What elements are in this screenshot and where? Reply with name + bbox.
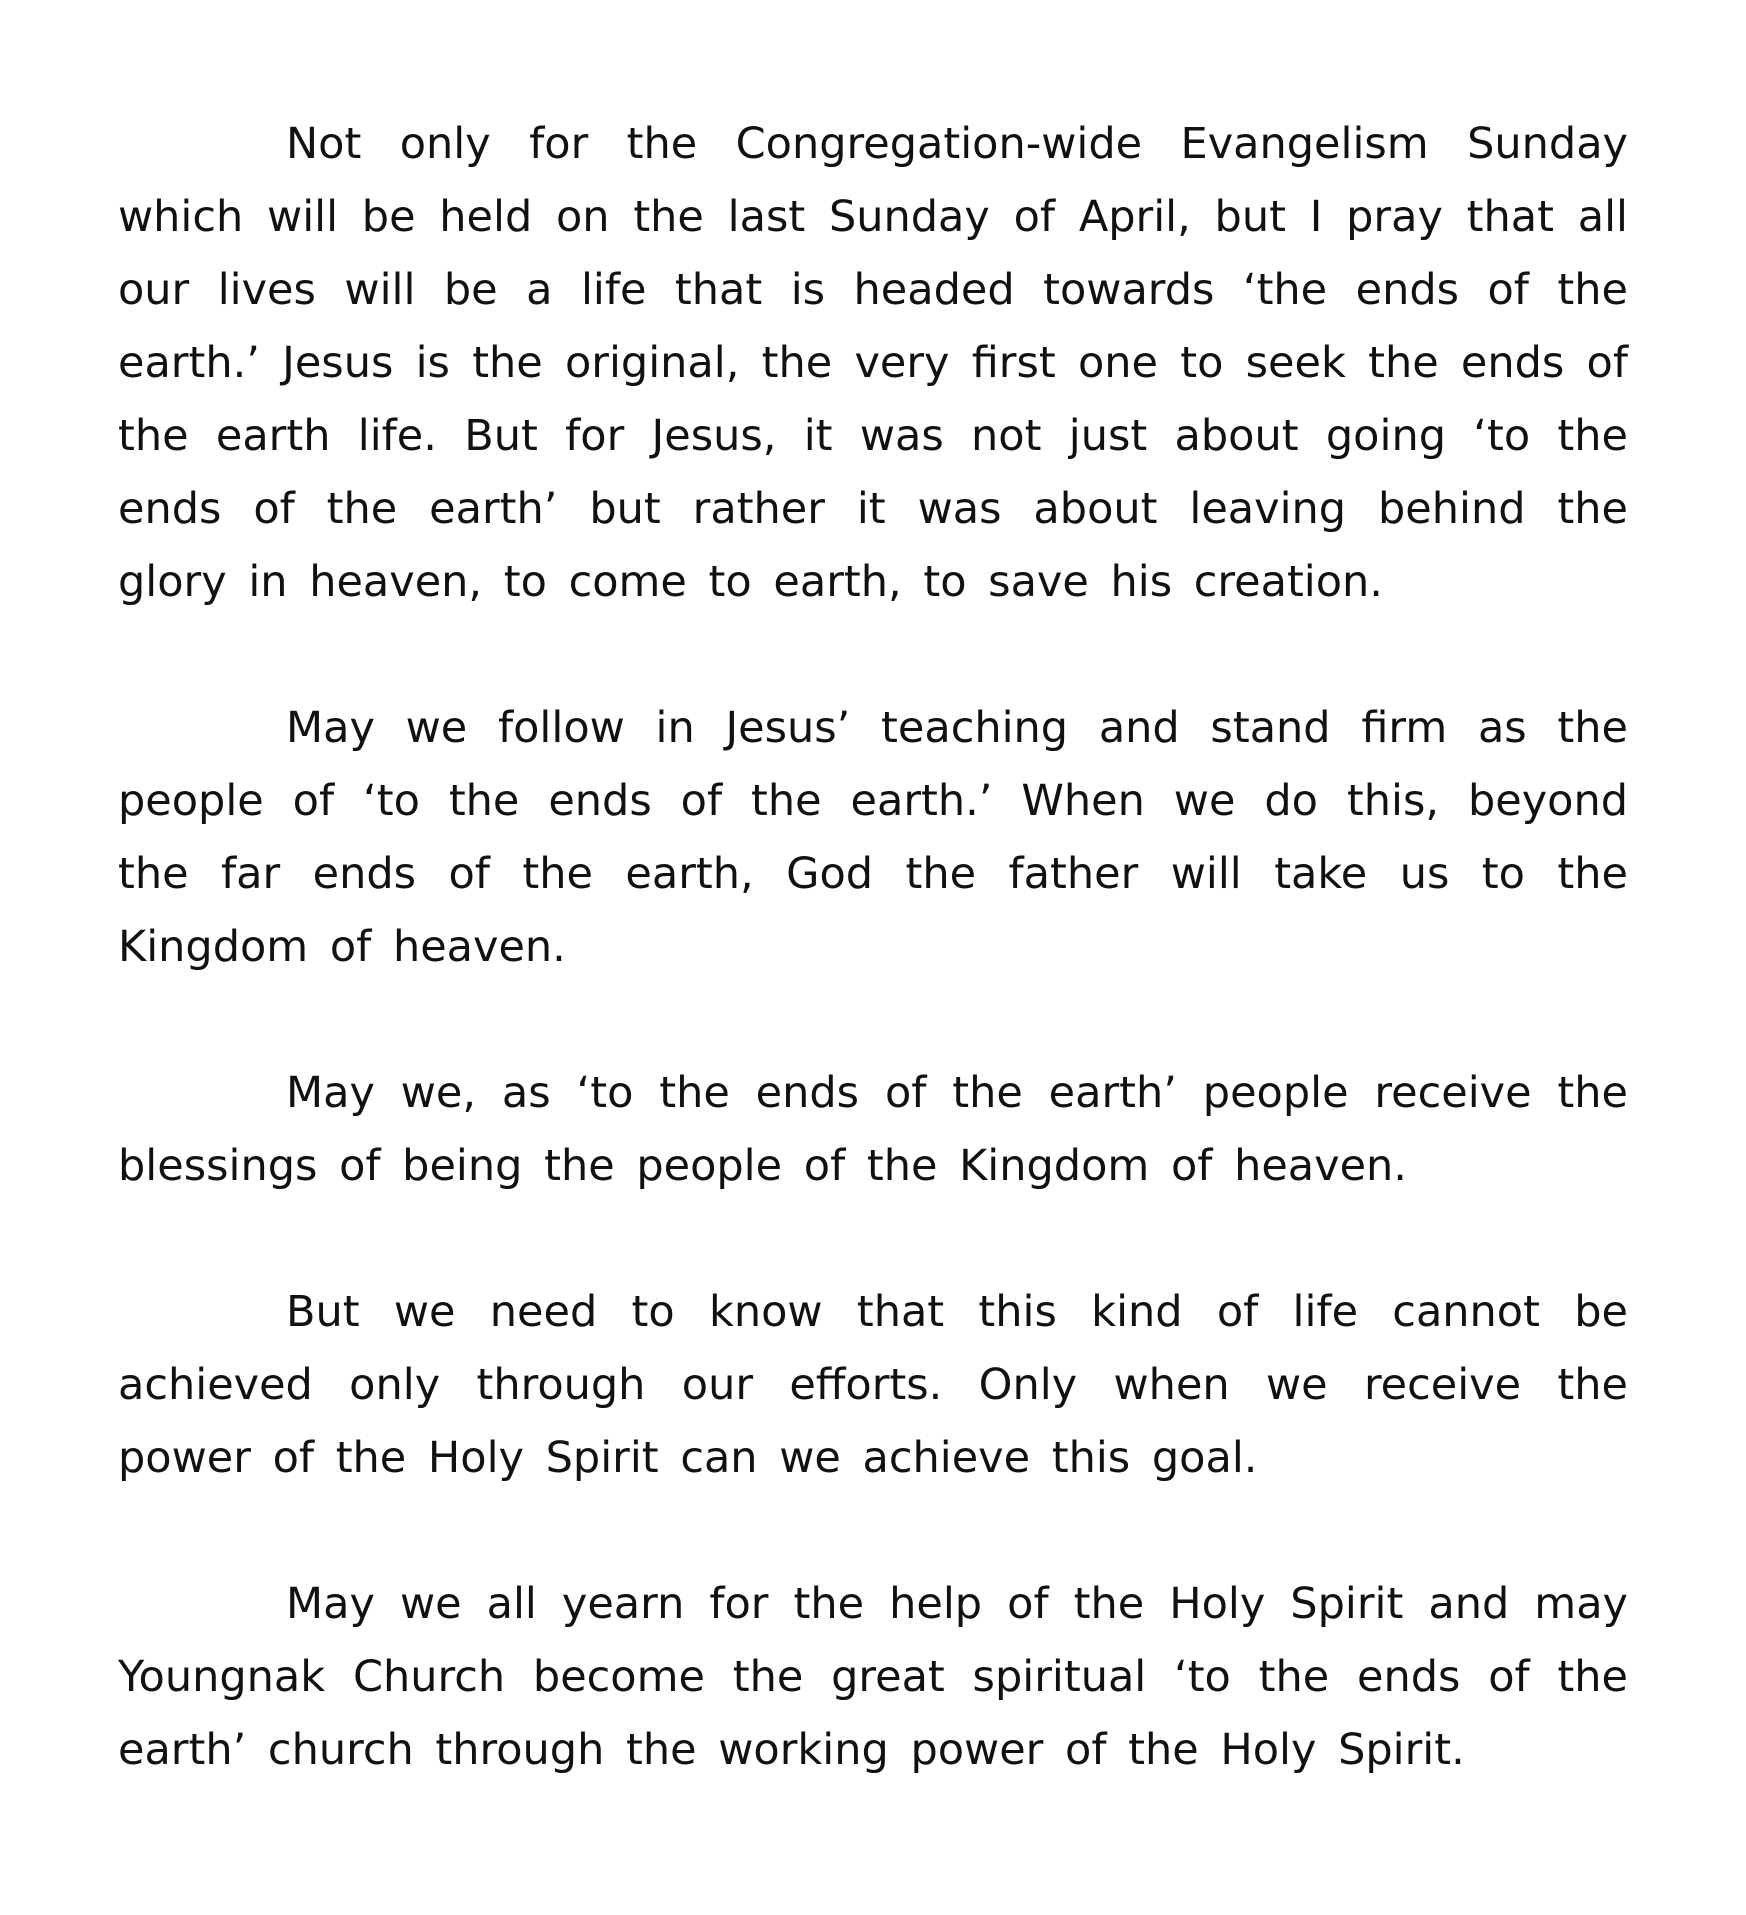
paragraph-kingdom-blessings: May we, as ‘to the ends of the earth’ people receive the blessings of being the people of the Kingdom of heaven. <box>118 1068 1628 1191</box>
paragraph-follow-jesus: May we follow in Jesus’ teaching and stand firm as the people of ‘to the ends of the earth.’ When we do this, beyond the far ends of the earth, God the father will take us to the Kingdom of heaven. <box>118 703 1628 972</box>
paragraph-holy-spirit-power: But we need to know that this kind of life cannot be achieved only through our efforts. Only when we receive the power of the Holy Spirit can we achieve this goal. <box>118 1287 1628 1483</box>
paragraph-youngnak-church: May we all yearn for the help of the Holy Spirit and may Youngnak Church become the great spiritual ‘to the ends of the earth’ church through the working power of the Holy Spirit. <box>118 1579 1628 1775</box>
paragraph-evangelism-sunday: Not only for the Congregation-wide Evangelism Sunday which will be held on the last Sunday of April, but I pray that all our lives will be a life that is headed towards ‘the ends of the earth.’ Jesus is the original, the very first one to seek the ends of the earth life. But for Jesus, it was not just about going ‘to the ends of the earth’ but rather it was about leaving behind the glory in heaven, to come to earth, to save his creation. <box>118 119 1628 607</box>
document-body <box>118 108 1628 1787</box>
